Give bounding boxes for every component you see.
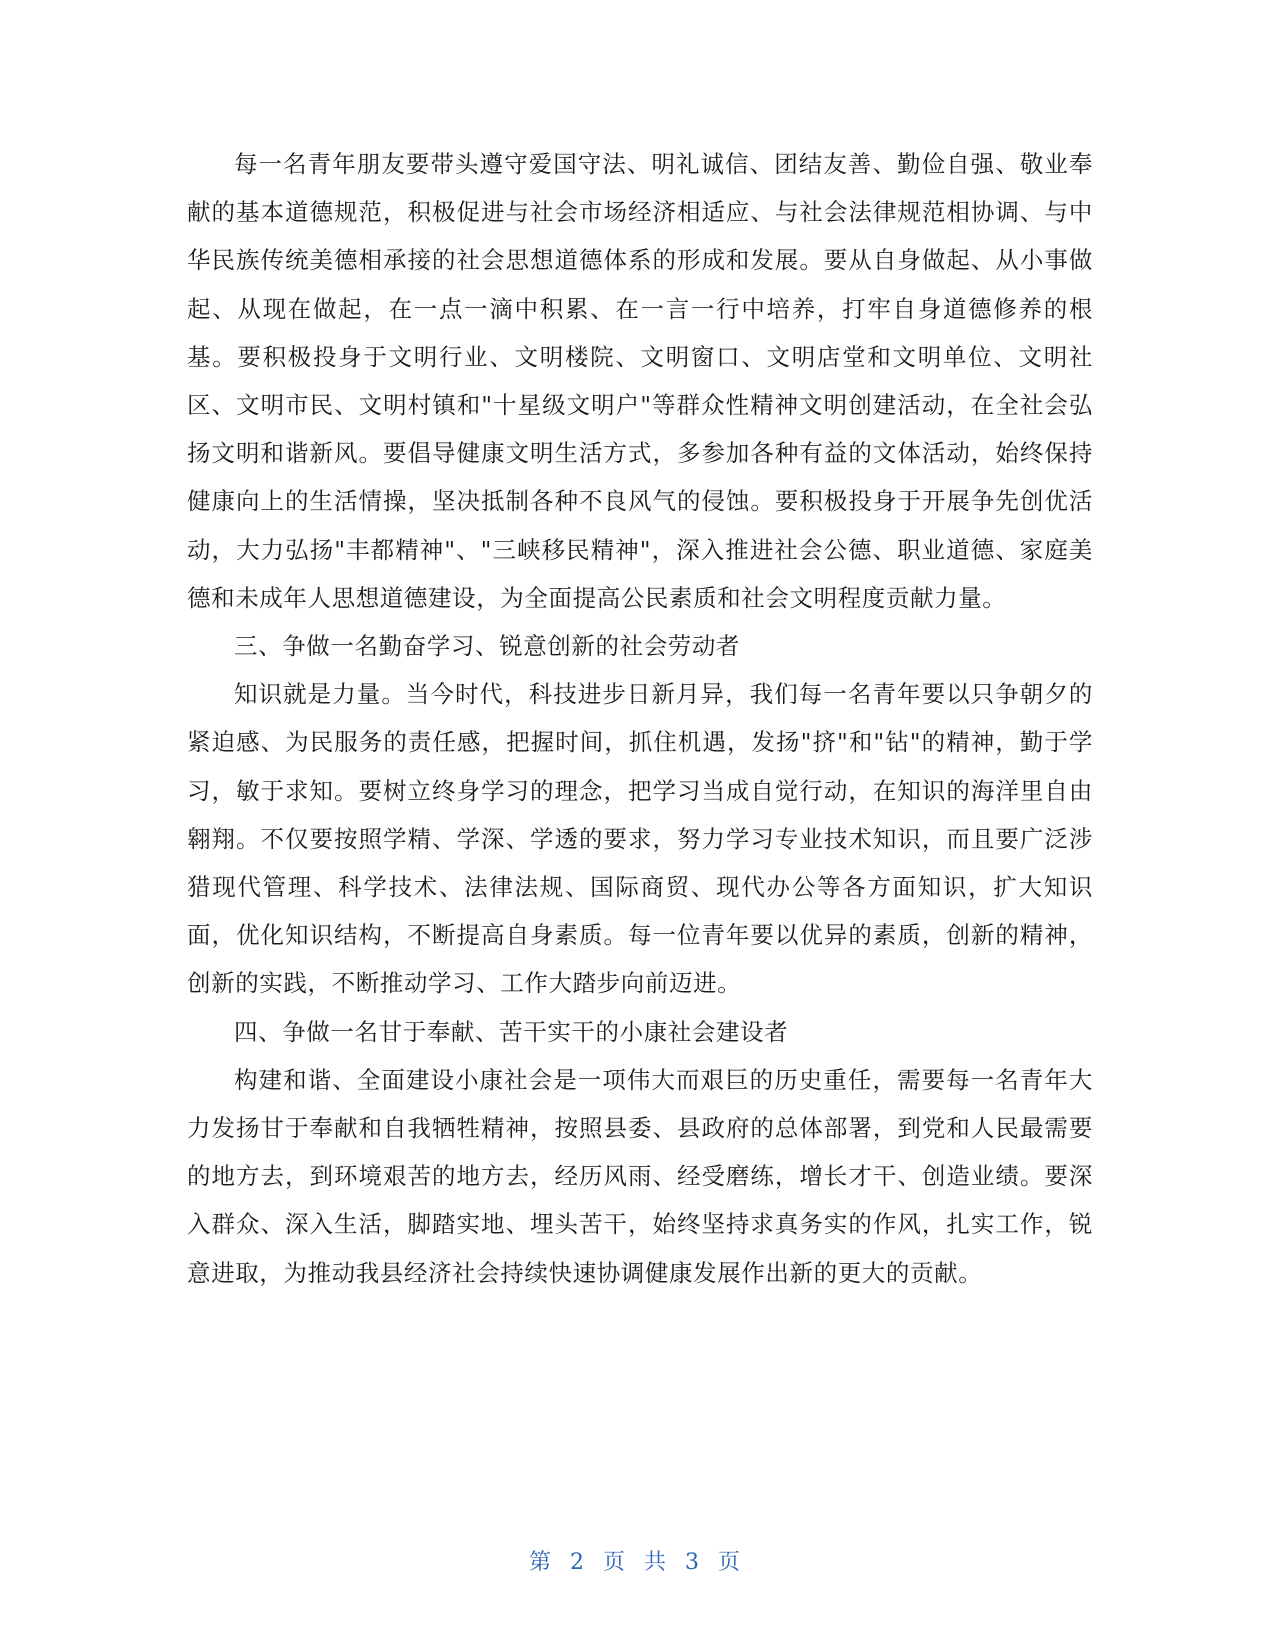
page-footer <box>0 1545 1275 1576</box>
section-heading: 三、争做一名勤奋学习、锐意创新的社会劳动者 <box>234 632 741 661</box>
page-number-label: 第 2 页 共 3 页 <box>529 1550 746 1575</box>
section-heading: 四、争做一名甘于奉献、苦干实干的小康社会建设者 <box>234 1017 789 1046</box>
body-paragraph: 知识就是力量。当今时代，科技进步日新月异，我们每一名青年要以只争朝夕的紧迫感、为民服务的责任感，把握时间，抓住机遇，发扬"挤"和"钻"的精神，勤于学习，敏于求知。要树立终身学习的理念，把学习当成自觉行动，在知识的海洋里自由翱翔。不仅要按照学精、学深、学透的要求，努力学习专业技术知识，而且要广泛涉猎现代管理、科学技术、法律法规、国际商贸、现代办公等各方面知识，扩大知识面，优化知识结构，不断提高自身素质。每一位青年要以优异的素质，创新的精神，创新的实践，不断推动学习、工作大踏步向前迈进。 <box>187 680 1093 998</box>
body-paragraph: 构建和谐、全面建设小康社会是一项伟大而艰巨的历史重任，需要每一名青年大力发扬甘于奉献和自我牺牲精神，按照县委、县政府的总体部署，到党和人民最需要的地方去，到环境艰苦的地方去，经历风雨、经受磨练，增长才干、创造业绩。要深入群众、深入生活，脚踏实地、埋头苦干，始终坚持求真务实的作风，扎实工作，锐意进取，为推动我县经济社会持续快速协调健康发展作出新的更大的贡献。 <box>187 1065 1093 1287</box>
document-body <box>187 140 1093 1297</box>
body-paragraph: 每一名青年朋友要带头遵守爱国守法、明礼诚信、团结友善、勤俭自强、敬业奉献的基本道德规范，积极促进与社会市场经济相适应、与社会法律规范相协调、与中华民族传统美德相承接的社会思想道德体系的形成和发展。要从自身做起、从小事做起、从现在做起，在一点一滴中积累、在一言一行中培养，打牢自身道德修养的根基。要积极投身于文明行业、文明楼院、文明窗口、文明店堂和文明单位、文明社区、文明市民、文明村镇和"十星级文明户"等群众性精神文明创建活动，在全社会弘扬文明和谐新风。要倡导健康文明生活方式，多参加各种有益的文体活动，始终保持健康向上的生活情操，坚决抵制各种不良风气的侵蚀。要积极投身于开展争先创优活动，大力弘扬"丰都精神"、"三峡移民精神"，深入推进社会公德、职业道德、家庭美德和未成年人思想道德建设，为全面提高公民素质和社会文明程度贡献力量。 <box>187 150 1093 612</box>
